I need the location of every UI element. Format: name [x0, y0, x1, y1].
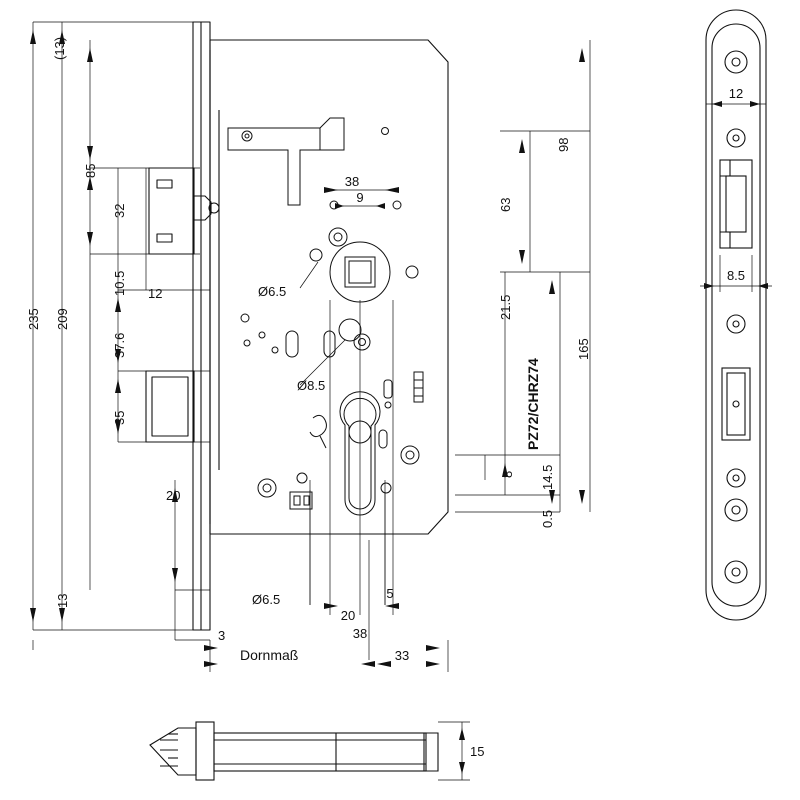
section-bottom-view [150, 722, 438, 780]
dim-face-12: 12 [728, 86, 744, 101]
faceplate-front-view [706, 10, 766, 620]
dim-13: 13 [55, 593, 70, 608]
dim-165: 165 [576, 338, 591, 360]
dim-32: 32 [112, 203, 127, 218]
lock-body-outline [146, 22, 448, 630]
dim-235: 235 [26, 308, 41, 330]
dim-5: 5 [386, 586, 394, 601]
lock-internal-details [228, 118, 423, 515]
dim-38-bottom: 38 [352, 626, 368, 641]
dim-3: 3 [218, 628, 226, 643]
dim-9: 9 [356, 190, 364, 205]
dim-13p: (13) [52, 36, 67, 60]
label-cylinder: PZ72/CHRZ74 [525, 358, 541, 450]
dim-85: 85 [83, 163, 98, 178]
faceplate-dimension-lines [700, 80, 772, 292]
dim-215: 21.5 [498, 294, 513, 320]
dim-33: 33 [394, 648, 410, 663]
faceplate-dimension-texts [727, 86, 745, 283]
dim-05: 0.5 [540, 509, 555, 528]
dim-section-15: 15 [470, 744, 485, 759]
section-dimension-lines [438, 722, 470, 780]
hole-leaders [300, 262, 385, 605]
dim-20-bottom: 20 [340, 608, 356, 623]
dim-dia65-top: Ø6.5 [258, 284, 287, 299]
dim-98: 98 [556, 137, 571, 152]
dim-63: 63 [498, 197, 513, 212]
dim-8: 8 [500, 470, 515, 478]
dim-376: 37.6 [112, 332, 127, 358]
dim-20: 20 [166, 488, 181, 503]
label-backset: Dornmaß [240, 647, 299, 663]
dim-dia65-bottom: Ø6.5 [252, 592, 281, 607]
dim-38-top: 38 [344, 174, 360, 189]
dim-145: 14.5 [540, 464, 555, 490]
dim-dia85: Ø8.5 [297, 378, 326, 393]
dim-209: 209 [55, 308, 70, 330]
dim-105: 10.5 [112, 270, 127, 296]
dim-12: 12 [148, 286, 163, 301]
dim-35: 35 [112, 410, 127, 425]
dim-face-85: 8.5 [726, 268, 746, 283]
